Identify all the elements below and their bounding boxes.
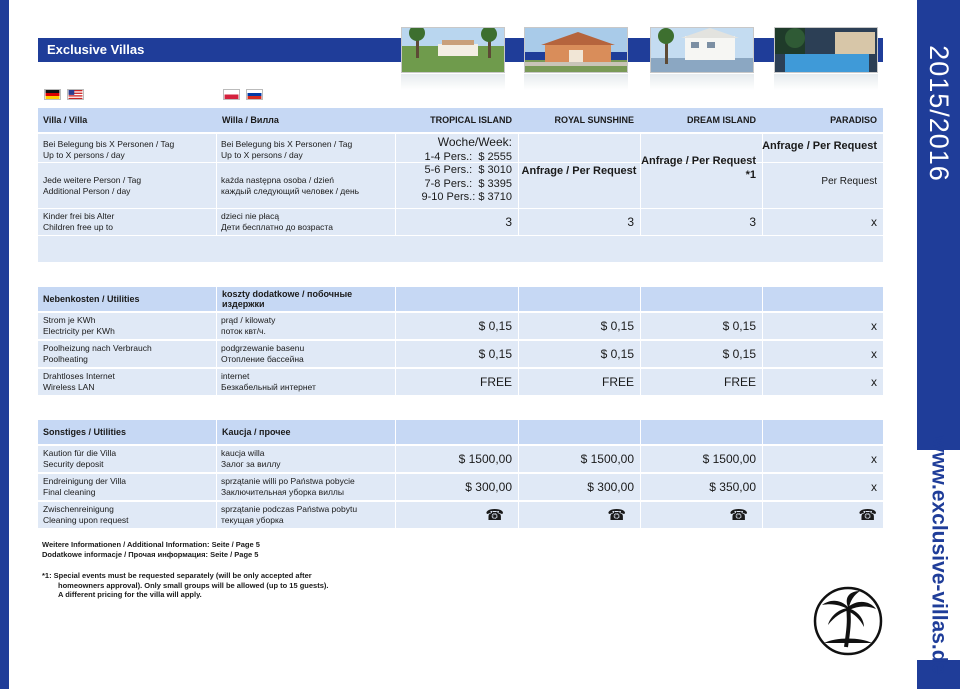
children-value: 3 — [505, 215, 512, 229]
utilities-header-en: Nebenkosten / Utilities — [43, 294, 140, 304]
children-value: 3 — [749, 215, 756, 229]
row-label-pl-ru: prąd / kilowaty поток квт/ч. — [221, 315, 276, 336]
empty-band-row — [38, 236, 883, 262]
row-value: x — [871, 319, 877, 333]
row-label: Zwischenreinigung Cleaning upon request — [43, 504, 129, 525]
additional-info-note: Weitere Informationen / Additional Information: Seite / Page 5 Dodatkowe informacje / Прочая информация: Seite / Page 5 — [42, 540, 260, 559]
row-value: $ 0,15 — [478, 319, 512, 333]
rate-line: 5-6 Pers.: $ 3010 — [424, 164, 512, 176]
dream-island-photo — [650, 27, 754, 73]
rate-line: 9-10 Pers.: $ 3710 — [421, 191, 512, 203]
phone-icon[interactable]: ☎ — [729, 507, 748, 524]
utilities-header — [38, 287, 883, 311]
table-row — [38, 369, 883, 395]
page-title: Exclusive Villas — [38, 38, 398, 62]
misc-header-en: Sonstiges / Utilities — [43, 427, 127, 437]
row-label-pl-ru: internet Безкабельный интернет — [221, 371, 316, 392]
misc-header — [38, 420, 883, 444]
royal-sunshine-price: Anfrage / Per Request — [521, 165, 637, 177]
occupancy-label-pl-ru: Bei Belegung bis X Personen / Tag Up to X persons / day każda następna osoba / dzień каждый следующий человек / день — [221, 139, 360, 196]
row-label: Poolheizung nach Verbrauch Poolheating — [43, 343, 152, 364]
row-value: x — [871, 375, 877, 389]
table-row — [38, 341, 883, 367]
paradiso-price: Anfrage / Per Request Per Request — [762, 140, 877, 187]
row-value: $ 1500,00 — [458, 452, 512, 466]
column-label-en: Villa / Villa — [43, 115, 88, 125]
table-row — [38, 502, 883, 528]
row-value: $ 1500,00 — [580, 452, 634, 466]
palm-island-logo-icon — [812, 585, 884, 657]
utilities-header-pl-ru: koszty dodatkowe / побочные издержки — [222, 289, 353, 309]
villa-column-header — [38, 108, 883, 132]
column-label-pl-ru: Willa / Вилла — [222, 115, 279, 125]
table-row — [38, 446, 883, 472]
row-value: x — [871, 480, 877, 494]
children-label: Kinder frei bis Alter Children free up to — [43, 211, 115, 232]
row-label: Kaution für die Villa Security deposit — [43, 448, 117, 469]
rate-line: 1-4 Pers.: $ 2555 — [424, 150, 512, 163]
rate-line: 7-8 Pers.: $ 3395 — [424, 177, 512, 190]
row-value: x — [871, 347, 877, 361]
row-label: Strom je KWh Electricity per KWh — [43, 315, 115, 336]
row-value: $ 0,15 — [600, 347, 634, 361]
children-label-pl-ru: dzieci nie płacą Дети бесплатно до возраста — [221, 211, 333, 232]
villa-name-paradiso: PARADISO — [830, 115, 877, 125]
row-value: $ 350,00 — [709, 480, 756, 494]
villa-name-dream-island: DREAM ISLAND — [687, 115, 756, 125]
row-value: x — [871, 452, 877, 466]
paradiso-photo — [774, 27, 878, 73]
row-label: Drahtloses Internet Wireless LAN — [43, 371, 115, 392]
polish-flag-icon — [223, 89, 240, 100]
table-row — [38, 474, 883, 500]
row-value: FREE — [479, 375, 512, 389]
left-border-bar — [0, 0, 9, 689]
photo-reflection — [401, 74, 505, 90]
website-url[interactable]: www.exclusive-villas.de — [917, 450, 960, 660]
german-flag-icon — [44, 89, 61, 100]
photo-reflection — [524, 74, 628, 90]
row-value: $ 0,15 — [478, 347, 512, 361]
phone-icon[interactable]: ☎ — [485, 507, 504, 524]
row-value: $ 0,15 — [722, 347, 756, 361]
season-year: 2015/2016 — [924, 44, 955, 182]
row-label-pl-ru: podgrzewanie basenu Отопление бассейна — [221, 343, 305, 364]
flags-de-us — [44, 89, 84, 100]
children-value: 3 — [627, 215, 634, 229]
row-value: FREE — [723, 375, 756, 389]
row-value: $ 0,15 — [600, 319, 634, 333]
row-label-pl-ru: sprzątanie podczas Państwa pobytu текущая уборка — [221, 504, 358, 525]
pricing-row — [38, 134, 883, 208]
us-flag-icon — [67, 89, 84, 100]
row-value: FREE — [601, 375, 634, 389]
russian-flag-icon — [246, 89, 263, 100]
row-value: $ 0,15 — [722, 319, 756, 333]
photo-reflection — [774, 74, 878, 90]
misc-header-pl-ru: Kaucja / прочее — [222, 427, 291, 437]
row-label-pl-ru: kaucja willa Залог за виллу — [221, 448, 281, 469]
row-value: $ 300,00 — [587, 480, 634, 494]
villa-name-tropical-island: TROPICAL ISLAND — [430, 115, 512, 125]
occupancy-label: Bei Belegung bis X Personen / Tag Up to X persons / day Jede weitere Person / Tag Additional Person / day — [43, 139, 175, 196]
row-value: $ 1500,00 — [702, 452, 756, 466]
row-value: $ 300,00 — [465, 480, 512, 494]
children-row — [38, 209, 883, 235]
dream-island-price: Anfrage / Per Request *1 — [641, 155, 756, 181]
tropical-island-photo — [401, 27, 505, 73]
footnote: *1: Special events must be requested separately (will be only accepted after homeowners approval). Only small groups will be allowed (up to 15 guests). A different pricing for the villa will apply. — [42, 571, 329, 599]
rate-heading: Woche/Week: — [437, 135, 512, 149]
royal-sunshine-photo — [524, 27, 628, 73]
table-row — [38, 313, 883, 339]
photo-reflection — [650, 74, 754, 90]
phone-icon[interactable]: ☎ — [858, 507, 877, 524]
tropical-island-rates — [395, 134, 518, 208]
row-label-pl-ru: sprzątanie willi po Państwa pobycie Заключительная уборка виллы — [221, 476, 355, 497]
phone-icon[interactable]: ☎ — [607, 507, 626, 524]
row-label: Endreinigung der Villa Final cleaning — [43, 476, 127, 497]
flags-pl-ru — [223, 89, 263, 100]
children-value: x — [871, 215, 877, 229]
villa-name-royal-sunshine: ROYAL SUNSHINE — [554, 115, 634, 125]
